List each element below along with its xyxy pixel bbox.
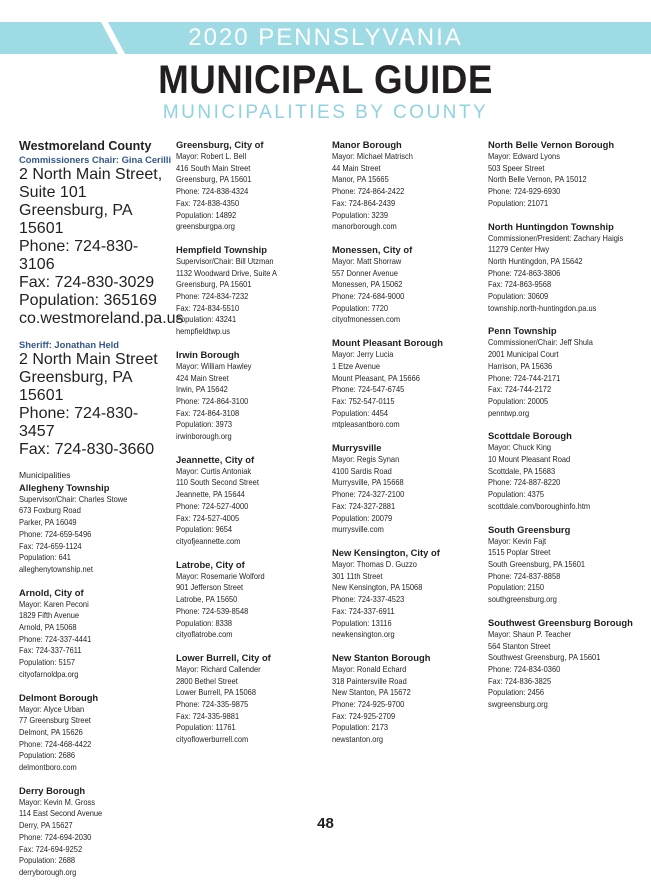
column-entries-2 [176,139,328,746]
entry-line: Scottdale, PA 15683 [488,465,556,476]
entry-line: Southwest Greensburg, PA 15601 [488,652,601,663]
entry-line: Monessen, PA 15062 [332,279,403,290]
entry-line: Population: 4375 [488,489,545,500]
header-banner [0,22,651,54]
page-subtitle: MUNICIPALITIES BY COUNTY [162,102,489,123]
entry-line: cityofmonessen.com [332,314,401,325]
entry-line: alleghenytownship.net [19,563,93,574]
entry-line: scottdale.com/boroughinfo.htm [488,500,591,511]
entry-line: Phone: 724-327-2100 [332,489,405,500]
entry-line: Commissioner/President: Zachary Haigis [488,232,624,243]
entry-line: Fax: 724-834-5510 [176,302,240,313]
entry-line: Population: 13116 [332,617,392,628]
municipalities-label: Municipalities [19,470,71,480]
entry-line: 11279 Center Hwy [488,244,550,255]
municipality-entry [176,349,328,443]
entry-line: 1829 Fifth Avenue [19,610,80,621]
municipality-name: Latrobe, City of [176,558,245,570]
municipality-entry [176,454,328,548]
entry-line: Population: 21071 [488,197,549,208]
entry-line: delmontboro.com [19,762,77,773]
municipality-name: Lower Burrell, City of [176,651,271,663]
entry-line: Population: 365169 [19,292,157,309]
entry-line: Mount Pleasant, PA 15666 [332,372,420,383]
municipality-entry [332,244,484,326]
entry-line: Mayor: Kevin Fajt [488,535,547,546]
entry-line: Phone: 724-863-3806 [488,267,561,278]
entry-line: Phone: 724-925-9700 [332,699,405,710]
entry-line: 1 Etze Avenue [332,360,381,371]
entry-line: Phone: 724-527-4000 [176,500,249,511]
entry-line: derryborough.org [19,866,77,877]
entry-line: Mayor: Matt Shorraw [332,255,402,266]
entry-line: 564 Stanton Street [488,640,551,651]
entry-line: Phone: 724-838-4324 [176,186,249,197]
county-name: Westmoreland County [19,139,152,153]
entry-line: newkensington.org [332,629,395,640]
entry-line: Population: 9654 [176,524,233,535]
entry-line: Phone: 724-694-2030 [19,831,92,842]
sheriff-block [19,339,171,459]
entry-line: Phone: 724-830-3106 [19,238,139,273]
entry-line: 557 Donner Avenue [332,267,398,278]
municipality-entry [488,617,640,711]
municipality-entry [176,139,328,233]
entry-line: manorborough.com [332,221,397,232]
entry-line: Fax: 724-337-6911 [332,605,395,616]
entry-line: Greensburg, PA 15601 [176,174,252,185]
entry-line: Population: 7720 [332,302,389,313]
municipality-name: North Huntingdon Township [488,220,614,232]
entry-line: Population: 20079 [332,512,393,523]
entry-line: Fax: 724-863-9568 [488,279,552,290]
page-number: 48 [317,815,334,832]
entry-line: Phone: 724-864-3100 [176,395,249,406]
entry-line: Population: 2150 [488,582,545,593]
entry-line: Fax: 724-337-7611 [19,645,82,656]
entry-line: township.north-huntingdon.pa.us [488,302,597,313]
entry-line: Fax: 724-925-2709 [332,710,396,721]
entry-line: 4100 Sardis Road [332,465,392,476]
municipality-entry [332,442,484,536]
entry-line: 673 Foxburg Road [19,505,81,516]
entry-line: Population: 641 [19,552,71,563]
entry-line: Fax: 724-864-2439 [332,197,396,208]
entry-line: 301 11th Street [332,570,383,581]
entry-line: Irwin, PA 15642 [176,384,228,395]
entry-line: greensburgpa.org [176,221,235,232]
county-block [19,139,184,328]
municipality-name: North Belle Vernon Borough [488,139,615,150]
municipality-name: Allegheny Township [19,481,110,493]
entry-line: Phone: 724-830-3457 [19,405,139,440]
entry-line: Mayor: Alyce Urban [19,703,85,714]
municipality-name: New Kensington, City of [332,546,440,558]
entry-line: Population: 2173 [332,722,389,733]
entry-line: Mayor: Karen Peconi [19,598,89,609]
entry-line: Mayor: Edward Lyons [488,151,560,161]
entry-line: 10 Mount Pleasant Road [488,454,571,465]
column-entries-3 [332,139,484,746]
municipality-name: Delmont Borough [19,691,99,703]
entry-line: murrysville.com [332,524,384,535]
municipality-entry [176,652,328,746]
entry-line: Fax: 724-327-2881 [332,500,396,511]
entry-line: Population: 14892 [176,209,237,220]
entry-line: Fax: 724-335-9881 [176,710,240,721]
entry-line: Mayor: Curtis Antoniak [176,465,252,476]
municipality-name: Hempfield Township [176,243,267,255]
entry-line: Mayor: Chuck King [488,442,552,453]
entry-line: Mayor: Regis Synan [332,454,400,465]
entry-line: 2800 Bethel Street [176,675,238,686]
entry-line: Arnold, PA 15068 [19,622,77,633]
entry-line: irwinborough.org [176,431,232,442]
entry-line: Phone: 724-337-4441 [19,633,92,644]
entry-line: co.westmoreland.pa.us [19,310,184,327]
entry-line: 2001 Municipal Court [488,349,559,360]
entry-line: cityofjeannette.com [176,535,241,546]
municipality-entry [488,139,640,210]
entry-line: Lower Burrell, PA 15068 [176,687,256,698]
entry-line: Parker, PA 16049 [19,517,77,528]
municipality-entry [332,337,484,431]
municipality-entry [488,524,640,606]
entry-line: Phone: 724-547-6745 [332,384,405,395]
entry-line: 2 North Main Street [19,351,158,368]
entry-line: cityoflatrobe.com [176,629,233,640]
banner-title: 2020 PENNSLYVANIA [188,24,463,51]
municipality-name: Manor Borough [332,139,402,150]
municipality-name: New Stanton Borough [332,651,431,663]
municipality-name: Monessen, City of [332,243,413,255]
municipality-name: Derry Borough [19,784,86,796]
entry-line: mtpleasantboro.com [332,419,400,430]
municipality-entry [19,692,171,774]
entry-line: Greensburg, PA 15601 [176,279,252,290]
entry-line: Fax: 752-547-0115 [332,395,395,406]
entry-line: 110 South Second Street [176,477,259,488]
sheriff-lines [19,351,171,459]
entry-line: 416 South Main Street [176,162,251,173]
municipality-entry [19,587,171,681]
entry-line: Supervisor/Chair: Bill Utzman [176,255,274,266]
entry-line: Fax: 724-830-3029 [19,274,155,291]
entry-line: Phone: 724-337-4523 [332,594,405,605]
entry-line: Mayor: Michael Matrisch [332,151,413,161]
entry-line: Population: 20005 [488,395,549,406]
entry-line: Greensburg, PA 15601 [19,369,132,404]
entry-line: Phone: 724-834-7232 [176,291,249,302]
municipality-name: Penn Township [488,325,557,337]
entry-line: Phone: 724-929-6930 [488,186,561,197]
municipality-name: Greensburg, City of [176,139,264,150]
entry-line: Population: 2456 [488,687,545,698]
entry-line: Supervisor/Chair: Charles Stowe [19,493,128,504]
entry-line: New Kensington, PA 15068 [332,582,423,593]
entry-line: North Belle Vernon, PA 15012 [488,174,587,185]
entry-line: Phone: 724-744-2171 [488,372,561,383]
page-title: MUNICIPAL GUIDE [158,58,493,102]
entry-line: Mayor: Thomas D. Guzzo [332,558,417,569]
entry-line: Population: 43241 [176,314,237,325]
municipality-name: Murrysville [332,442,382,454]
municipality-name: Southwest Greensburg Borough [488,616,633,628]
entry-line: 44 Main Street [332,162,381,173]
entry-line: Fax: 724-744-2172 [488,384,552,395]
entry-line: Fax: 724-694-9252 [19,843,83,854]
entry-line: hempfieldtwp.us [176,326,230,337]
municipality-name: Jeannette, City of [176,453,255,465]
entry-line: Phone: 724-837-8858 [488,570,561,581]
entry-line: 77 Greensburg Street [19,715,91,726]
entry-line: Phone: 724-539-8548 [176,605,249,616]
municipality-entry [176,559,328,641]
entry-line: Population: 2688 [19,855,76,866]
column-entries-4 [488,139,640,711]
entry-line: southgreensburg.org [488,594,557,605]
entry-line: Mayor: Robert L. Bell [176,151,247,161]
commissioners-lines [19,166,184,328]
entry-line: Population: 8338 [176,617,233,628]
entry-line: South Greensburg, PA 15601 [488,558,586,569]
entry-line: Mayor: Kevin M. Gross [19,796,95,807]
entry-line: newstanton.org [332,734,384,745]
municipality-name: South Greensburg [488,523,571,535]
entry-line: Phone: 724-335-9875 [176,699,249,710]
entry-line: Fax: 724-659-1124 [19,540,82,551]
entry-line: Phone: 724-834-0360 [488,663,561,674]
commissioners-heading: Commissioners Chair: Gina Cerilli [19,154,172,165]
entry-line: Population: 2686 [19,750,76,761]
municipality-name: Mount Pleasant Borough [332,337,443,349]
entry-line: Delmont, PA 15626 [19,726,83,737]
municipality-entry [488,430,640,512]
entry-line: Latrobe, PA 15650 [176,594,238,605]
entry-line: Mayor: Jerry Lucia [332,349,394,360]
entry-line: Mayor: Rosemarie Wolford [176,570,265,581]
entry-line: Phone: 724-468-4422 [19,738,92,749]
municipality-name: Arnold, City of [19,586,84,598]
municipality-name: Scottdale Borough [488,430,572,442]
entry-line: Phone: 724-887-8220 [488,477,561,488]
entry-line: 114 East Second Avenue [19,808,103,819]
entry-line: 901 Jefferson Street [176,582,244,593]
entry-line: Population: 11761 [176,722,236,733]
entry-line: cityofarnoldpa.org [19,668,79,679]
entry-line: Population: 3973 [176,419,233,430]
entry-line: Population: 5157 [19,657,76,668]
municipality-name: Irwin Borough [176,348,240,360]
municipality-entry [332,547,484,641]
sheriff-heading: Sheriff: Jonathan Held [19,339,120,350]
entry-line: 2 North Main Street, Suite 101 [19,166,163,201]
entry-line: Population: 4454 [332,407,389,418]
entry-line: 1515 Poplar Street [488,547,551,558]
municipality-entry [332,652,484,746]
entry-line: Mayor: Richard Callender [176,663,261,674]
entry-line: Fax: 724-864-3108 [176,407,240,418]
entry-line: Derry, PA 15627 [19,820,73,831]
column-1 [19,139,184,890]
entry-line: 318 Paintersville Road [332,675,407,686]
entry-line: cityoflowerburrell.com [176,734,249,745]
entry-line: Greensburg, PA 15601 [19,202,132,237]
entry-line: Fax: 724-838-4350 [176,197,240,208]
entry-line: penntwp.org [488,407,530,418]
municipality-entry [19,482,171,576]
column-2 [176,139,328,757]
entry-line: Harrison, PA 15636 [488,360,553,371]
entry-line: Jeannette, PA 15644 [176,489,245,500]
entry-line: 1132 Woodward Drive, Suite A [176,267,278,278]
municipality-entry [488,325,640,419]
entry-line: Mayor: William Hawley [176,360,252,371]
entry-line: Fax: 724-830-3660 [19,441,155,458]
municipality-entry [332,139,484,233]
entry-line: Mayor: Ronald Echard [332,663,407,674]
entry-line: New Stanton, PA 15672 [332,687,411,698]
entry-line: 503 Speer Street [488,162,545,173]
entry-line: swgreensburg.org [488,699,548,710]
entry-line: Phone: 724-684-9000 [332,291,405,302]
entry-line: Fax: 724-527-4005 [176,512,240,523]
entry-line: Population: 30609 [488,291,549,302]
column-3 [332,139,484,757]
entry-line: Fax: 724-836-3825 [488,675,552,686]
entry-line: Phone: 724-864-2422 [332,186,405,197]
entry-line: Population: 3239 [332,209,389,220]
column-4 [488,139,640,722]
municipality-entry [176,244,328,338]
entry-line: Murrysville, PA 15668 [332,477,404,488]
entry-line: 424 Main Street [176,372,229,383]
entry-line: North Huntingdon, PA 15642 [488,255,583,266]
entry-line: Mayor: Shaun P. Teacher [488,628,572,639]
entry-line: Commissioner/Chair: Jeff Shula [488,337,593,348]
municipality-entry [488,221,640,315]
entry-line: Phone: 724-659-5496 [19,528,92,539]
entry-line: Manor, PA 15665 [332,174,389,185]
